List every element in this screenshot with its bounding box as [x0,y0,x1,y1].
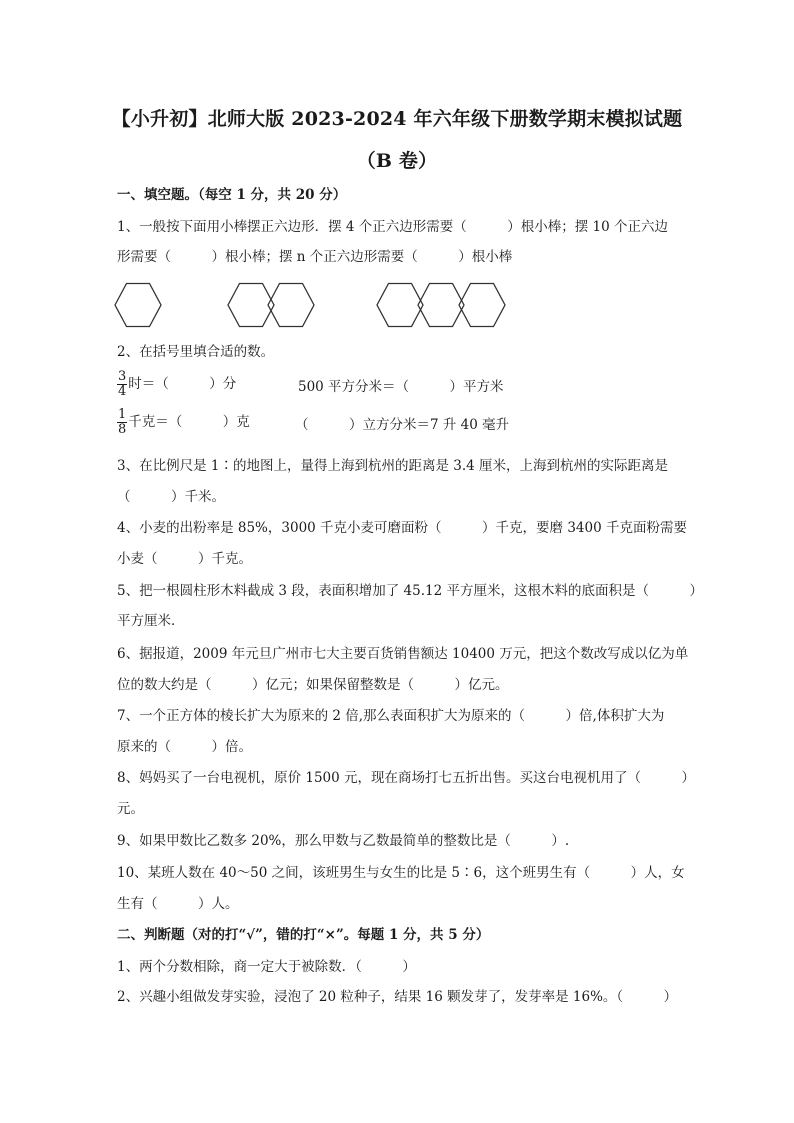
q4-line2: 小麦（ ）千克。 [117,551,252,567]
q1-line1: 1、一般按下面用小棒摆正六边形．摆 4 个正六边形需要（ ）根小棒；摆 10 个正六边 [117,219,669,235]
q5-line2: 平方厘米． [117,613,185,629]
q2-row1 [117,370,687,404]
hexagon-figure-1 [114,282,164,328]
q10-line2: 生有（ ）人。 [117,896,239,912]
q7-line1: 7、一个正方体的棱长扩大为原来的 2 倍,那么表面积扩大为原来的（ ）倍,体积扩大为 [117,708,665,724]
q8-line2: 元。 [117,801,144,817]
section1-heading: 一、填空题。（每空 1 分，共 20 分） [117,187,347,203]
q2-line1: 2、在括号里填合适的数。 [117,344,275,360]
q3-line1: 3、在比例尺是 1∶的地图上，量得上海到杭州的距离是 3.4 厘米，上海到杭州的实际距离是 [117,458,669,474]
q5-line1: 5、把一根圆柱形木料截成 3 段，表面积增加了 45.12 平方厘米，这根木料的底面积是（ ） [117,583,703,599]
page-title: 【小升初】北师大版 2023-2024 年六年级下册数学期末模拟试题 [111,108,683,130]
fraction-three-quarters [117,370,127,399]
q4-line1: 4、小麦的出粉率是 85%，3000 千克小麦可磨面粉（ ）千克，要磨 3400 千克面粉需要 [117,520,687,536]
q2-row2-right: （ ）立方分米＝7 升 40 毫升 [295,417,510,433]
fraction-denominator: 8 [118,422,127,437]
q2-row2 [117,408,687,442]
fraction-numerator: 1 [118,407,127,422]
fraction-one-eighth [117,408,127,437]
hexagon-figure-3 [376,282,508,328]
judge-q2: 2、兴趣小组做发芽实验，浸泡了 20 粒种子，结果 16 颗发芽了，发芽率是 16%。（ ） [117,989,678,1005]
judge-q1: 1、两个分数相除，商一定大于被除数．（ ） [117,959,416,975]
q2-row1-left: 时＝（ ）分 [128,376,237,392]
q2-row2-left: 千克＝（ ）克 [128,414,250,430]
page-subtitle: （B 卷） [356,150,438,172]
q8-line1: 8、妈妈买了一台电视机，原价 1500 元，现在商场打七五折出售。买这台电视机用了（ ） [117,770,696,786]
q6-line2: 位的数大约是（ ）亿元；如果保留整数是（ ）亿元。 [117,677,509,693]
q7-line2: 原来的（ ）倍。 [117,739,252,755]
section2-heading: 二、判断题（对的打“√”，错的打“×”。每题 1 分，共 5 分） [117,927,490,943]
q10-line1: 10、某班人数在 40～50 之间，该班男生与女生的比是 5∶6，这个班男生有（ ）人，女 [117,865,685,881]
q6-line1: 6、据报道，2009 年元旦广州市七大主要百货销售额达 10400 万元，把这个数改写成以亿为单 [117,646,689,662]
fraction-denominator: 4 [118,384,127,399]
q9-line1: 9、如果甲数比乙数多 20%，那么甲数与乙数最简单的整数比是（ ）. [117,833,570,849]
q1-line2: 形需要（ ）根小棒；摆 n 个正六边形需要（ ）根小棒 [117,249,513,265]
fraction-numerator: 3 [118,369,127,384]
q3-line2: （ ）千米。 [117,489,225,505]
q2-row1-right: 500 平方分米＝（ ）平方米 [298,379,504,395]
hexagon-figure-2 [227,282,317,328]
